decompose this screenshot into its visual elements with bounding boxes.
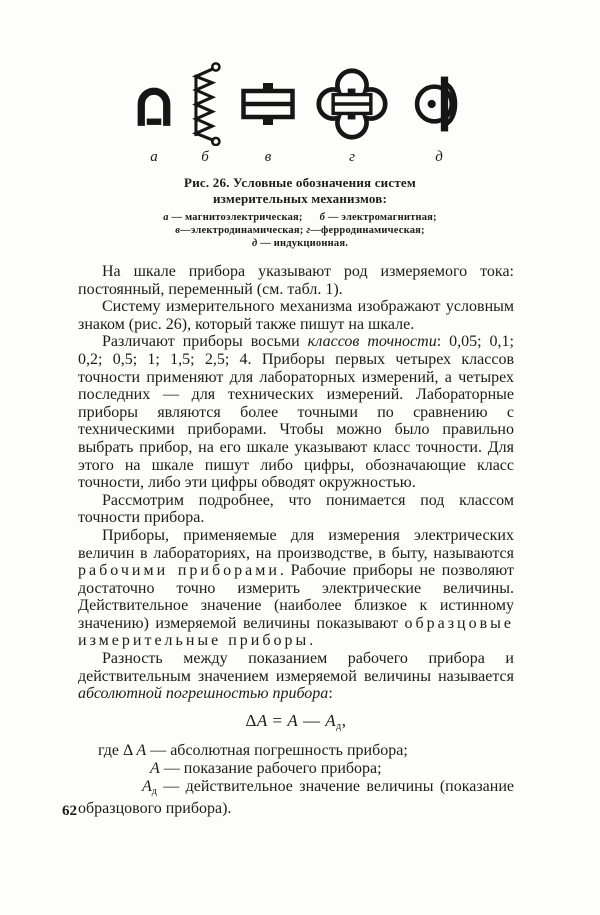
figure-26 bbox=[0, 60, 600, 166]
paragraph bbox=[78, 263, 514, 298]
text-segment: рабочими приборами bbox=[78, 562, 280, 580]
paragraph bbox=[78, 298, 514, 333]
text-segment: где bbox=[98, 742, 124, 760]
text-segment: образцовые измерительные приборы bbox=[78, 614, 514, 650]
text-segment: классов точности bbox=[307, 333, 437, 351]
text-segment: в bbox=[175, 225, 181, 236]
text-segment: A bbox=[150, 760, 160, 778]
ferrodynamic-system-icon bbox=[316, 68, 388, 140]
figure-symbol-g bbox=[316, 60, 388, 166]
text-segment: Δ bbox=[245, 710, 257, 730]
figure-symbol-b bbox=[186, 60, 224, 166]
text-segment: — абсолютная погрешность прибора; bbox=[146, 742, 408, 760]
text-segment: а bbox=[163, 212, 169, 223]
text-segment: , bbox=[341, 710, 347, 730]
induction-system-icon bbox=[412, 72, 466, 136]
text-segment: Разность между показанием рабочего прибора и действительным значением измеряемой величины называется bbox=[78, 650, 514, 685]
legend-line bbox=[0, 224, 600, 237]
text-segment: Рассмотрим подробнее, что понимается под классом точности прибора. bbox=[78, 491, 514, 527]
text-segment: Δ bbox=[123, 742, 137, 760]
text-segment: д bbox=[251, 238, 258, 249]
symbol-box bbox=[134, 60, 174, 148]
text-segment: г bbox=[306, 225, 311, 236]
text-segment: — индукционная. bbox=[257, 238, 349, 249]
text-segment: б bbox=[319, 212, 326, 223]
definition-line bbox=[78, 742, 514, 760]
text-segment: A bbox=[256, 710, 268, 730]
text-segment: абсолютной погрешностью прибора bbox=[78, 685, 329, 703]
paragraph bbox=[78, 527, 514, 650]
body-paragraphs bbox=[78, 263, 514, 703]
text-segment: A bbox=[325, 710, 337, 730]
paragraph bbox=[78, 333, 514, 491]
text-segment: : 0,05; 0,1; 0,2; 0,5; 1; 1,5; 2,5; 4. Приборы первых четырех классов точности применяют для лабораторных измерений, а четырех последних — для технических измерений. Лабораторные приборы являются более точными по сравнению с техническими приборами. Чтобы можно было правильно выбрать прибор, на его шкале указывают класс точности. Для этого на шкале пишут либо цифры, обозначающие класс точности, либо эти цифры обводят окружностью. bbox=[78, 333, 514, 492]
symbol-label-b: б bbox=[201, 149, 209, 165]
text-segment: : bbox=[328, 685, 333, 703]
text-segment: д bbox=[336, 720, 342, 732]
text-segment: — электромагнитная; bbox=[325, 212, 437, 223]
text-segment: . Рабочие приборы не позволяют достаточно точно измерить электрические величины. Действительное значение (наиболее близкое к истинному значению) измеряемой величины показывают bbox=[78, 562, 515, 632]
page-number: 62 bbox=[62, 803, 77, 819]
legend-line bbox=[0, 237, 600, 250]
legend-line bbox=[0, 211, 600, 224]
symbol-box bbox=[412, 60, 466, 148]
text-segment: д bbox=[151, 785, 157, 797]
text-segment: —электродинамическая; bbox=[180, 225, 307, 236]
symbol-box bbox=[240, 60, 296, 148]
text-segment: A bbox=[142, 777, 152, 795]
symbol-label-g: в bbox=[264, 149, 272, 165]
text-segment: — показание рабочего прибора; bbox=[159, 760, 382, 778]
symbol-box bbox=[316, 60, 388, 148]
symbol-label-d: г bbox=[349, 149, 355, 165]
definitions-list bbox=[78, 742, 514, 817]
magnetoelectric-system-icon bbox=[134, 76, 174, 132]
figure-legend bbox=[0, 211, 600, 250]
symbol-box bbox=[186, 60, 224, 148]
definition-line bbox=[78, 778, 514, 818]
symbol-label-a: а bbox=[150, 149, 158, 165]
absolute-error-formula bbox=[78, 712, 514, 736]
text-segment: Систему измерительного механизма изображают условным знаком (рис. 26), который также пишут на шкале. bbox=[78, 298, 514, 333]
definition-line bbox=[78, 760, 514, 778]
figure-symbol-v bbox=[240, 60, 296, 166]
symbol-label-dd: д bbox=[435, 149, 443, 165]
text-segment: — магнитоэлектрическая; bbox=[168, 212, 320, 223]
figure-caption: Рис. 26. Условные обозначения систем измерительных механизмов: bbox=[184, 175, 416, 206]
text-segment: — bbox=[298, 710, 326, 730]
electromagnetic-system-icon bbox=[186, 62, 224, 146]
text-segment: — действительное значение величины (показание образцового прибора). bbox=[78, 777, 514, 818]
body-text bbox=[78, 263, 514, 818]
text-segment: A bbox=[287, 710, 299, 730]
text-segment: —ферродинамическая; bbox=[310, 225, 425, 236]
text-segment: Приборы, применяемые для измерения электрических величин в лабораториях, на производстве, в быту, называются bbox=[78, 526, 514, 562]
paragraph bbox=[78, 650, 514, 703]
figure-symbol-a bbox=[134, 60, 174, 166]
text-segment: = bbox=[267, 710, 288, 730]
paragraph bbox=[78, 492, 514, 527]
text-segment: A bbox=[136, 742, 147, 760]
figure-symbol-dd bbox=[412, 60, 466, 166]
electrodynamic-system-icon bbox=[240, 78, 296, 130]
text-segment: Различают приборы восьми bbox=[102, 333, 308, 351]
text-segment: . bbox=[309, 632, 314, 650]
text-segment: На шкале прибора указывают род измеряемого тока: постоянный, переменный (см. табл. 1). bbox=[78, 263, 514, 298]
